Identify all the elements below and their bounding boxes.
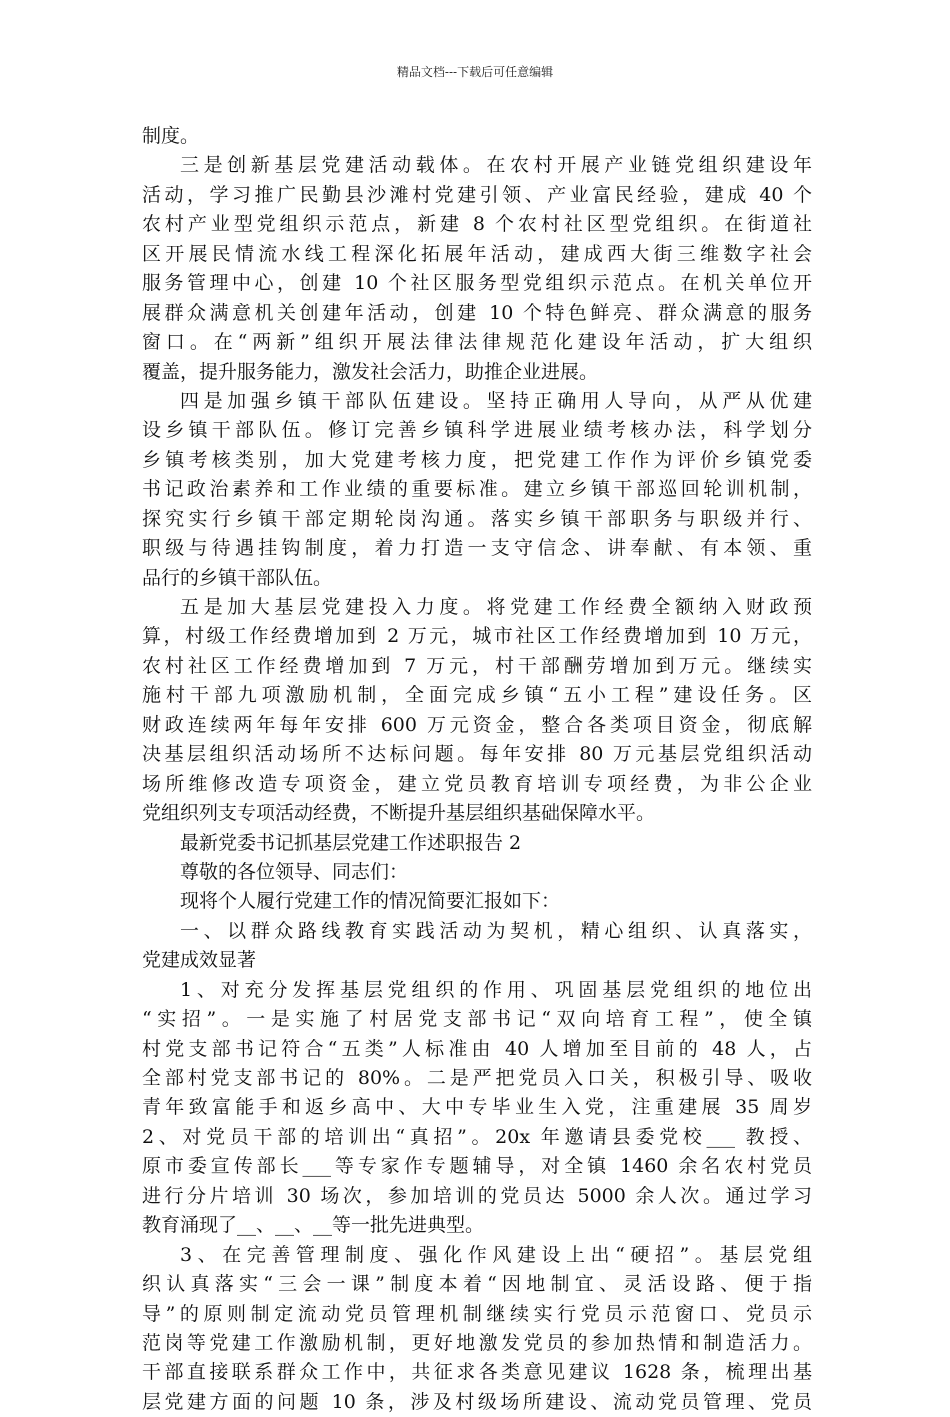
text-line: 1、对充分发挥基层党组织的作用、巩固基层党组织的地位出 (180, 978, 812, 1001)
text-line: 窗口。在“两新”组织开展法律法律规范化建设年活动，扩大组织 (142, 331, 812, 354)
text-line: 织认真落实“三会一课”制度本着“因地制宜、灵活设路、便于指 (142, 1273, 812, 1296)
text-line: 四是加强乡镇干部队伍建设。坚持正确用人导向，从严从优建 (180, 389, 812, 412)
text-line: 最新党委书记抓基层党建工作述职报告 2 (180, 831, 522, 854)
text-line: 乡镇考核类别，加大党建考核力度，把党建工作作为评价乡镇党委 (142, 448, 812, 471)
text-line: 决基层组织活动场所不达标问题。每年安排 80 万元基层党组织活动 (142, 743, 812, 766)
text-line: 农村产业型党组织示范点，新建 8 个农村社区型党组织。在街道社 (142, 213, 812, 236)
text-line: 一、以群众路线教育实践活动为契机，精心组织、认真落实， (180, 919, 812, 942)
page-header: 精品文档---下载后可任意编辑 (396, 65, 554, 79)
text-line: 三是创新基层党建活动载体。在农村开展产业链党组织建设年 (180, 154, 812, 177)
text-line: 层党建方面的问题 10 条，涉及村级场所建设、流动党员管理、党员 (142, 1390, 812, 1413)
text-line: 活动，学习推广民勤县沙滩村党建引领、产业富民经验，建成 40 个 (142, 183, 812, 206)
text-line: 书记政治素养和工作业绩的重要标准。建立乡镇干部巡回轮训机制， (142, 478, 812, 501)
text-line: 青年致富能手和返乡高中、大中专毕业生入党，注重建展 35 周岁 (142, 1096, 812, 1119)
text-line: 党组织列支专项活动经费，不断提升基层组织基础保障水平。 (142, 802, 656, 825)
text-line: 施村干部九项激励机制，全面完成乡镇“五小工程”建设任务。区 (142, 684, 812, 707)
text-line: 2、对党员干部的培训出“真招”。20x 年邀请县委党校___ 教授、 (142, 1125, 812, 1148)
text-line: 区开展民情流水线工程深化拓展年活动，建成西大街三维数字社会 (142, 242, 812, 265)
text-line: 设乡镇干部队伍。修订完善乡镇科学进展业绩考核办法，科学划分 (142, 419, 812, 442)
text-line: 五是加大基层党建投入力度。将党建工作经费全额纳入财政预 (180, 596, 812, 618)
text-line: 场所维修改造专项资金，建立党员教育培训专项经费，为非公企业 (142, 772, 812, 795)
text-line: 覆盖，提升服务能力，激发社会活力，助推企业进展。 (142, 360, 599, 383)
text-line: 范岗等党建工作激励机制，更好地激发党员的参加热情和制造活力。 (142, 1331, 812, 1354)
text-line: 原市委宣传部长___等专家作专题辅导，对全镇 1460 余名农村党员 (142, 1155, 812, 1178)
text-line: 制度。 (142, 125, 200, 147)
text-line: 干部直接联系群众工作中，共征求各类意见建议 1628 条，梳理出基 (142, 1361, 812, 1384)
text-line: 品行的乡镇干部队伍。 (142, 566, 333, 589)
text-line: 进行分片培训 30 场次，参加培训的党员达 5000 余人次。通过学习 (142, 1184, 812, 1207)
text-line: 3、在完善管理制度、强化作风建设上出“硬招”。基层党组 (180, 1243, 812, 1266)
document-body (142, 122, 812, 1417)
text-line: 财政连续两年每年安排 600 万元资金，整合各类项目资金，彻底解 (142, 713, 812, 736)
text-line: 全部村党支部书记的 80%。二是严把党员入口关，积极引导、吸收 (142, 1067, 812, 1089)
text-line: 教育涌现了__、__、__等一批先进典型。 (142, 1214, 485, 1237)
text-line: 服务管理中心，创建 10 个社区服务型党组织示范点。在机关单位开 (142, 272, 812, 295)
text-line: 展群众满意机关创建年活动，创建 10 个特色鲜亮、群众满意的服务 (142, 301, 812, 324)
text-line: 党建成效显著 (142, 949, 257, 972)
text-line: 职级与待遇挂钩制度，着力打造一支守信念、讲奉献、有本领、重 (142, 537, 812, 560)
text-line: 尊敬的各位领导、同志们： (180, 860, 409, 883)
text-line: 村党支部书记符合“五类”人标准由 40 人增加至目前的 48 人，占 (142, 1037, 812, 1060)
text-line: 农村社区工作经费增加到 7 万元，村干部酬劳增加到万元。继续实 (142, 654, 812, 677)
text-line: 现将个人履行党建工作的情况简要汇报如下： (180, 890, 561, 913)
text-line: 算，村级工作经费增加到 2 万元，城市社区工作经费增加到 10 万元， (142, 625, 812, 648)
text-line: 探究实行乡镇干部定期轮岗沟通。落实乡镇干部职务与职级并行、 (142, 507, 812, 530)
text-line: “实招”。一是实施了村居党支部书记“双向培育工程”，使全镇 (142, 1008, 812, 1031)
text-line: 导”的原则制定流动党员管理机制继续实行党员示范窗口、党员示 (142, 1302, 812, 1325)
